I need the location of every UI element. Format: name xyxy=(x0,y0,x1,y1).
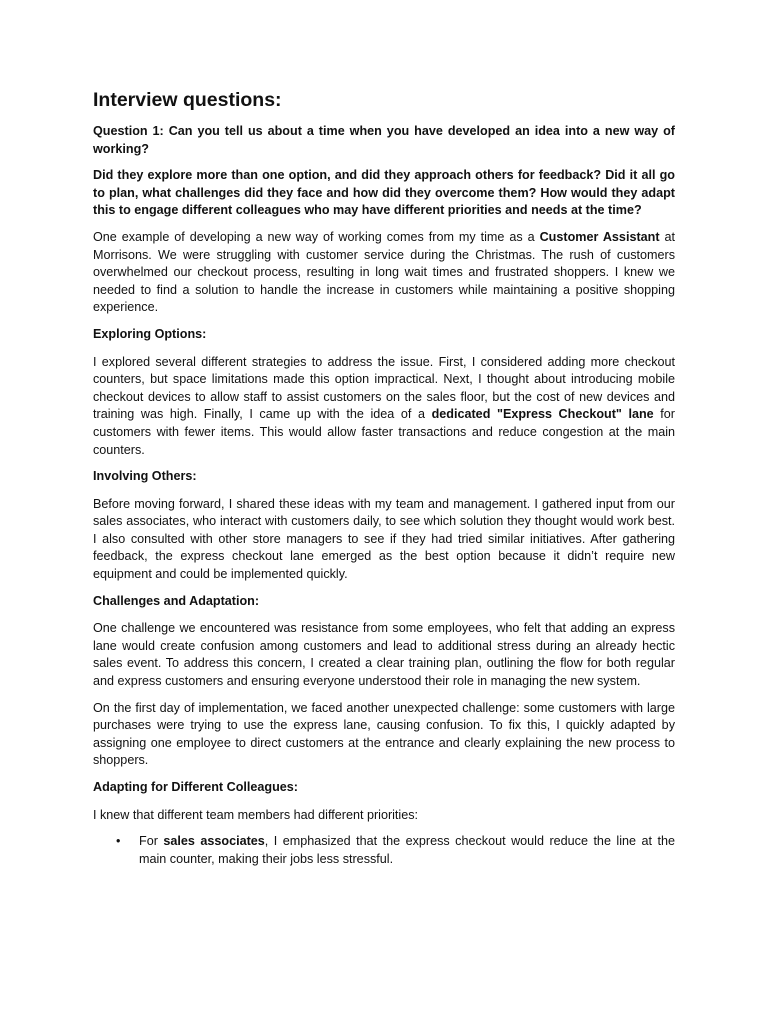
question-prompt: Did they explore more than one option, and did they approach others for feedback? Did it all go to plan, what challenges did they face and how did they overcome them? How would they adapt this to engage different colleagues who may have different priorities and needs at the time? xyxy=(93,168,675,218)
bullet-icon: • xyxy=(116,834,121,849)
bullet-bold: sales associates xyxy=(163,834,265,849)
intro-paragraph xyxy=(93,229,675,317)
bullet-text-1: For xyxy=(139,834,164,849)
priorities-list xyxy=(93,833,675,868)
page-title: Interview questions: xyxy=(93,89,282,111)
list-item xyxy=(93,833,675,868)
involving-heading: Involving Others: xyxy=(93,469,197,484)
adapting-heading: Adapting for Different Colleagues: xyxy=(93,780,299,794)
exploring-text-2: for customers with fewer items. This would allow faster transactions and reduce congestion at the main counters. xyxy=(93,407,675,457)
exploring-text-1: I explored several different strategies to address the issue. First, I considered adding more checkout counters, but space limitations made this option impractical. Next, I thought about introducing mobile checkout devices to allow staff to assist customers on the sales floor, but the cost of new devices and training was high. Finally, I came up with the idea of a xyxy=(93,354,675,422)
bullet-text-2: , I emphasized that the express checkout would reduce the line at the main counter, making their jobs less stressful. xyxy=(139,834,675,866)
exploring-bold: dedicated "Express Checkout" lane xyxy=(431,407,654,422)
intro-text-1: One example of developing a new way of working comes from my time as a xyxy=(93,229,540,244)
challenges-paragraph-2: On the first day of implementation, we faced another unexpected challenge: some customers with large purchases were trying to use the express lane, causing confusion. To fix this, I quickly adapted by assigning one employee to direct customers at the entrance and clearly explaining the new process to shoppers. xyxy=(93,700,675,768)
intro-bold: Customer Assistant xyxy=(539,229,660,244)
question-1: Question 1: Can you tell us about a time when you have developed an idea into a new way of working? xyxy=(93,124,675,156)
intro-text-2: at Morrisons. We were struggling with customer service during the Christmas. The rush of customers overwhelmed our checkout process, resulting in long wait times and frustrated shoppers. I knew we needed to find a solution to handle the increase in customers while maintaining a positive shopping experience. xyxy=(93,229,675,315)
adapting-intro: I knew that different team members had different priorities: xyxy=(93,807,419,822)
involving-paragraph: Before moving forward, I shared these ideas with my team and management. I gathered input from our sales associates, who interact with customers daily, to see which solution they thought would work best. I also consulted with other store managers to see if they had tried similar initiatives. After gathering feedback, the express checkout lane emerged as the best option because it didn’t require new equipment and could be implemented quickly. xyxy=(93,496,675,582)
exploring-paragraph xyxy=(93,354,675,460)
challenges-paragraph-1: One challenge we encountered was resistance from some employees, who felt that adding an express lane would create confusion among customers and lead to additional stress during an already hectic sales event. To address this concern, I created a clear training plan, outlining the flow for both regular and express customers and ensuring everyone understood their role in managing the new system. xyxy=(93,621,675,689)
challenges-heading: Challenges and Adaptation: xyxy=(93,593,260,608)
exploring-heading: Exploring Options: xyxy=(93,326,207,341)
